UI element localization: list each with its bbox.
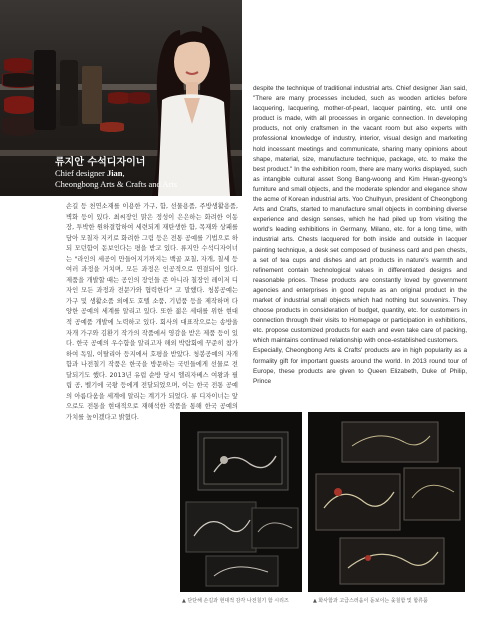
lacquer-bowl (2, 72, 36, 88)
lacquer-bowl (4, 58, 32, 72)
photo-caption-right: ▲ 화사함과 고급스러움이 돋보이는 옻칠함 및 합류품 (313, 598, 428, 604)
lacquer-boxes-photo-2 (308, 412, 465, 592)
designer-portrait (140, 12, 240, 196)
wooden-panel (82, 66, 102, 124)
caption-designer-title: Chief designer Jian, (55, 168, 125, 178)
lacquer-boxes-illustration (308, 412, 465, 592)
lacquer-boxes-illustration (180, 412, 302, 592)
lacquer-boxes-photo (180, 412, 302, 592)
english-body-text: despite the technique of traditional industrial arts. Chief designer Jian said, "There are many processes included, such as wooden articles before lacquering, lacquering, mother-of-pearl, lacquer painting, etc. until one product is made, with all processes in organic connection. In developing products, not only craftsmen in the vacant room but also experts with professional knowledge of industry, interior, visual design and marketing hold incessant meetings and communicate, sharing many opinions about shape, material, size, manufacture technique, package, etc. to make the best product." In the exhibition room, there are many works displayed, such as intangible cultural asset Song Bang-woong and Kim Hwan-gyeong's furniture and small objects, and the moderate splendor and elegance show the acme of Korean industrial arts. Yoo Chulhyun, president of Cheongbong Arts and Crafts, started to manufacture small objects in combining diverse experience and design senses, which he had piled up from visiting the world's leading exhibitions in Germany, Milano, etc. for a long time, with industrial arts. Chests lacquered for both inside and outside in lacquer painting technique, a desk set composed of business card and pen chests, a set of tea cups and dishes and art products in nature's warmth and refinement contain technological values in differentiated designs and reasonable prices. These products are constantly loved by government agencies and enterprises in good repute as an original product in the market of industrial small objects which had nothing but souvenirs. They choose products in consideration of budget, quantity, etc. for customers in connection through their visits to Homepage or participation in exhibitions, etc. propose customized products for each and even take care of packing, which maintains continued relationship with once-established customers. Especially, Cheongbong Arts & Crafts' products are in high popularity as a formality gift for important guests around the world. In 2013 round tour of Europe, these products are given to Queen Elizabeth, Duke of Philip, Prince (253, 85, 467, 385)
lacquer-cup (108, 92, 130, 104)
caption-company: Cheongbong Arts & Crafts and Arts (55, 179, 178, 189)
lacquer-box (4, 96, 34, 114)
lacquer-box (2, 116, 36, 136)
lacquer-vase (60, 60, 78, 126)
lacquer-dish (100, 122, 124, 132)
lacquer-vase (34, 50, 56, 130)
korean-body-text: 손길 등 천연소재를 이용한 가구, 함, 선물용품, 주방생활용품, 벽화 등이 있다. 최씨장인 맑은 정성이 은은하는 화려한 이동장, 투박한 원하결합하여 세련되게 재탄생한 함, 목재와 상패를 담아 모칠자 지키로 화려한 그림 등은 전통 공예를 기법으로 하되 모던함이 돋보인다는 평을 받고 있다. 류지안 수석디자이너는 "라인의 세공이 만들어지기까지는 백골 포칠, 자개, 칠세 등 여러 과정을 거치며, 모든 과정은 인공적으로 연결되어 있다. 제품을 개발할 때는 공인의 장인들 존 아니라 칠장인 레이저 디자인 모든 과정과 전문가와 협력한다" 고 말했다. 청봉공예는 가구 및 생활소품 외에도 호텔 소품, 기념품 등을 제작하며 다양한 공예의 세계를 알리고 있다. 또한 젊은 세대를 위한 현대적 공예품 개발에 노력하고 있다. 회사의 대표작으로는 송방울 자개 가구와 김환기 작가의 작품에서 영감을 받은 제품 등이 있다. 한국 공예의 우수함을 알리고자 해외 박람회에 꾸준히 참가하여 독일, 이탈리아 등지에서 호평을 받았다. 청봉공예의 자개함과 나전칠기 작품은 한국을 방문하는 국빈들에게 선물로 전달되기도 했다. 2013년 유럽 순방 당시 엘리자베스 여왕과 필립 공, 벨기에 국왕 등에게 전달되었으며, 이는 한국 전통 공예의 아름다움을 세계에 알리는 계기가 되었다. 류 디자이너는 앞으로도 전통을 현대적으로 재해석한 작품을 통해 한국 공예의 가치를 높이겠다고 밝혔다. (66, 203, 241, 421)
photo-caption-left: ▲ 단단해 손길과 현대적 감각 나전칠기 함 시리즈 (182, 598, 289, 604)
caption-name-korean: 류지안 수석디자이너 (55, 157, 146, 168)
